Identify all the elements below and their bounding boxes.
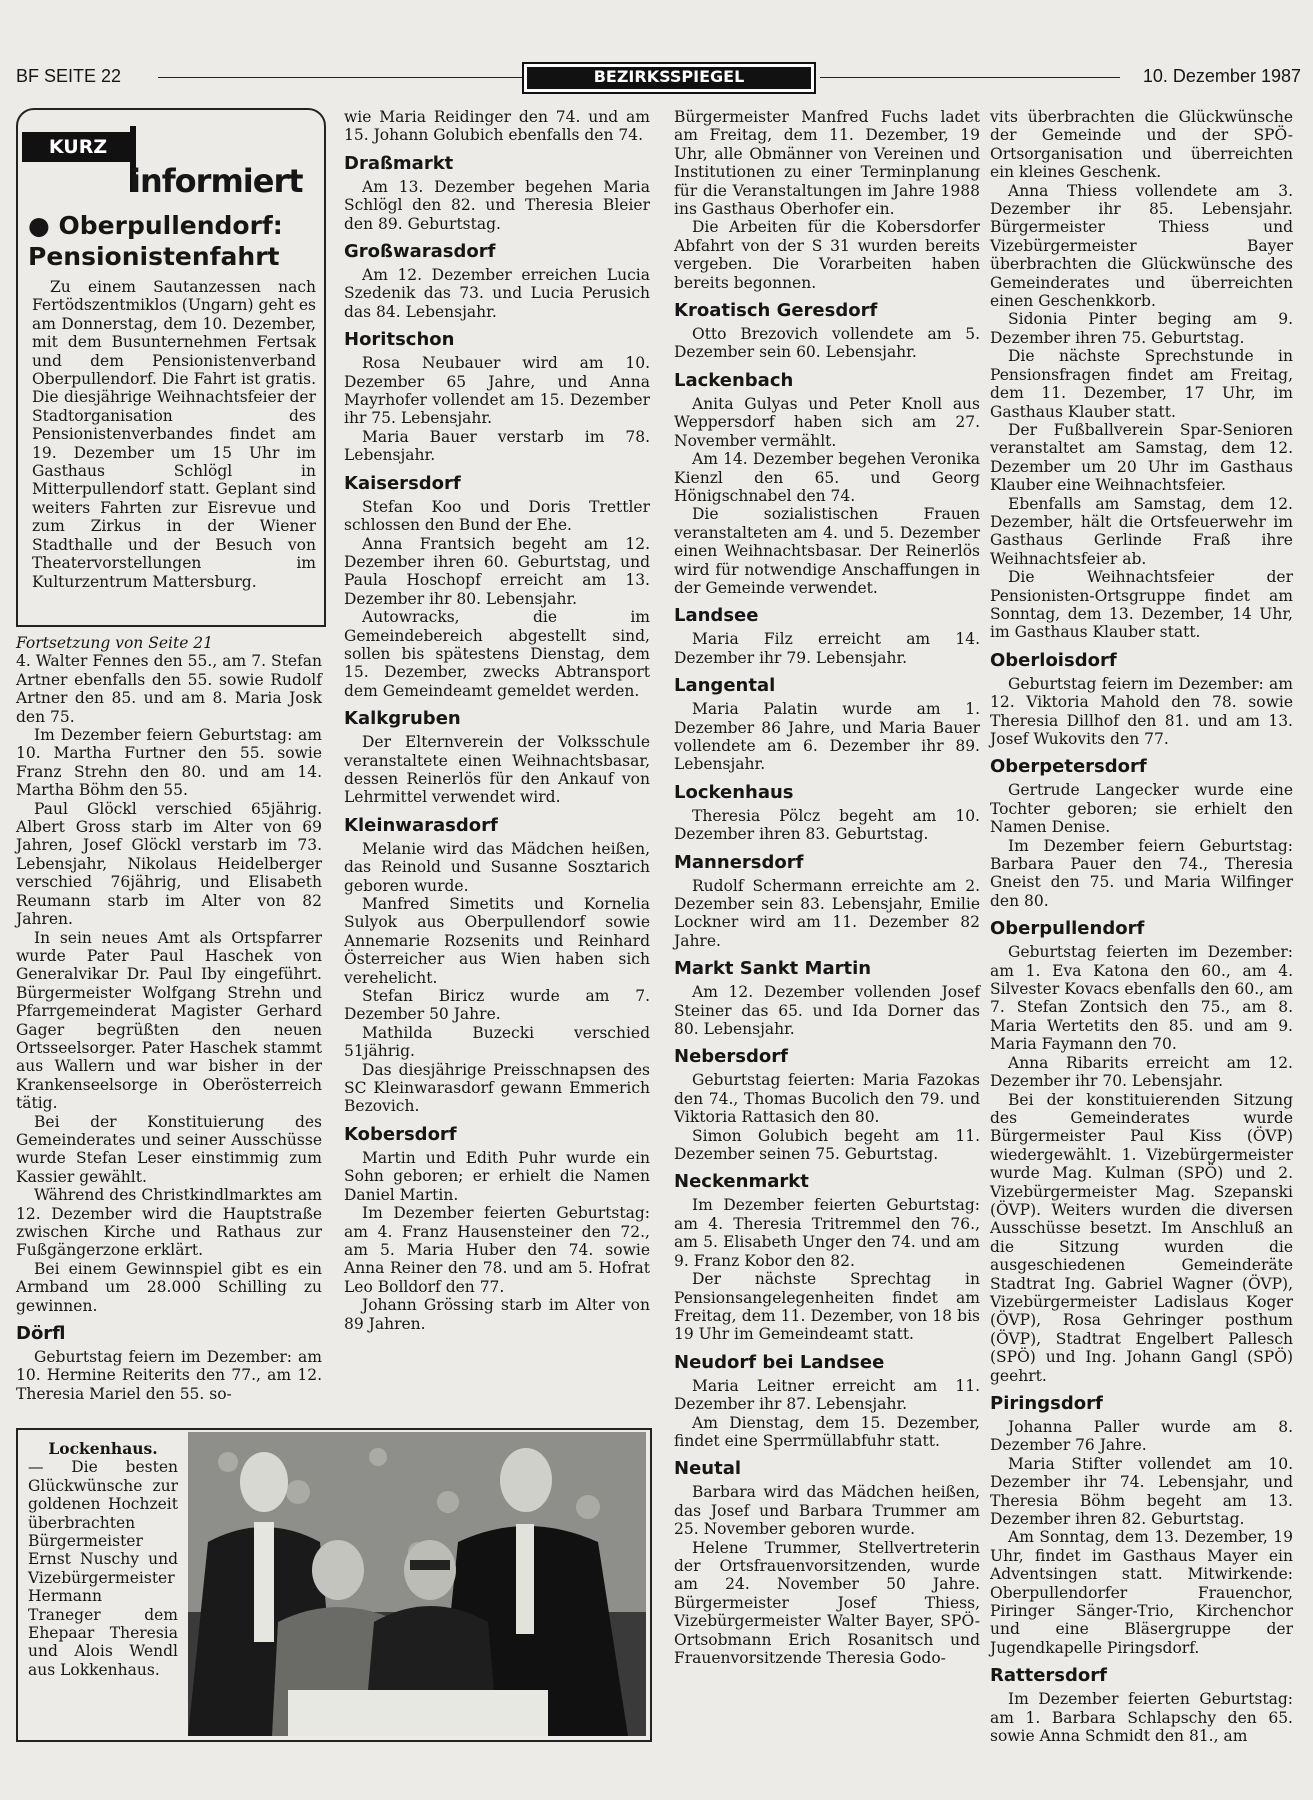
article-paragraph: Anna Ribarits erreicht am 12. Dezember ihr 70. Lebensjahr. <box>990 1053 1293 1091</box>
article-paragraph: Anna Frantsich begeht am 12. Dezember ihren 60. Geburtstag, und Paula Hoschopf erreicht am 13. Dezember ihr 80. Lebensjahr. <box>344 534 650 608</box>
article-paragraph: Ebenfalls am Samstag, dem 12. Dezember, hält die Ortsfeuerwehr im Gasthaus Gerlinde Fraß ihre Weihnachtsfeier ab. <box>990 494 1293 568</box>
article-paragraph: Während des Christkindlmarktes am 12. Dezember wird die Hauptstraße zwischen Kirche und Rathaus zur Fußgängerzone erklärt. <box>16 1186 322 1260</box>
article-paragraph: Am 12. Dezember erreichen Lucia Szedenik das 73. und Lucia Perusich das 84. Lebensjahr. <box>344 266 650 321</box>
kurz-logo-word: informiert <box>130 162 303 200</box>
article-paragraph: Geburtstag feiern im Dezember: am 12. Viktoria Mahold den 78. sowie Theresia Dillhof den 81. und am 13. Josef Wukovits den 77. <box>990 674 1293 748</box>
photo-image <box>188 1432 646 1736</box>
article-paragraph: Anna Thiess vollendete am 3. Dezember ihr 85. Lebensjahr. Bürgermeister Thiess und Vizebürgermeister Bayer überbrachten die Glückwünsche des Gemeinderates und überreichten einen Geschenkkorb. <box>990 181 1293 311</box>
article-paragraph: Mathilda Buzecki verschied 51jährig. <box>344 1023 650 1061</box>
section-heading: Markt Sankt Martin <box>674 958 872 980</box>
article-paragraph: vits überbrachten die Glückwünsche der Gemeinde und der SPÖ-Ortsorganisation und überreichten ein kleines Geschenk. <box>990 108 1293 182</box>
header-rule-left <box>158 77 538 78</box>
article-paragraph: Im Dezember feiern Geburtstag: am 10. Martha Furtner den 55. sowie Franz Strehn den 80. und am 14. Martha Böhm den 55. <box>16 726 322 800</box>
section-heading: Oberloisdorf <box>990 649 1117 671</box>
article-paragraph: Maria Palatin wurde am 1. Dezember 86 Jahre, und Maria Bauer vollendete am 6. Dezember ihr 89. Lebensjahr. <box>674 700 980 774</box>
continuation-note: Fortsetzung von Seite 21 <box>16 634 214 652</box>
article-paragraph: Bei der konstituierenden Sitzung des Gemeinderates wurde Bürgermeister Paul Kiss (ÖVP) wiedergewählt. 1. Vizebürgermeister wurde Mag. Kulman (SPÖ) und 2. Vizebürgermeister Mag. Szepanski (ÖVP). Weiters wurden die diversen Ausschüsse besetzt. Im Anschluß an die Sitzung wurden die ausgeschiedenen Gemeinderäte Stadtrat Ing. Gabriel Wagner (ÖVP), Vizebürgermeister Ladislaus Koger (ÖVP), Rosa Gehringer posthum (ÖVP), Stadtrat Engelbert Pallesch (SPÖ) und Ing. Johann Gangl (SPÖ) geehrt. <box>990 1090 1293 1385</box>
section-heading: Dörfl <box>16 1323 66 1345</box>
section-heading: Großwarasdorf <box>344 241 496 263</box>
section-title-box <box>522 62 816 94</box>
section-heading: Horitschon <box>344 329 455 351</box>
article-paragraph: Im Dezember feiern Geburtstag: Barbara Pauer den 74., Theresia Gneist den 75. und Maria Wilfinger den 80. <box>990 836 1293 910</box>
kurz-informiert-box <box>16 108 326 627</box>
article-paragraph: Otto Brezovich vollendete am 5. Dezember sein 60. Lebensjahr. <box>674 325 980 362</box>
column-4 <box>990 108 1293 1746</box>
article-paragraph: Am Dienstag, dem 15. Dezember, findet eine Sperrmüllabfuhr statt. <box>674 1413 980 1450</box>
kurz-body: Zu einem Sautanzessen nach Fertödszentmiklos (Ungarn) geht es am Donnerstag, dem 10. Dezember, mit dem Busunternehmen Fertsak und dem Pensionistenverband Oberpullendorf. Die Fahrt ist gratis. Die diesjährige Weihnachtsfeier der Stadtorganisation des Pensionistenverbandes findet am 19. Dezember um 15 Uhr im Gasthaus Schlögl in Mitterpullendorf statt. Geplant sind weiters Fahrten zur Eisrevue und zum Zirkus in der Wiener Stadthalle und der Besuch von Theatervorstellungen im Kulturzentrum Mattersburg. <box>32 278 316 591</box>
article-paragraph: Am 14. Dezember begehen Veronika Kienzl den 65. und Georg Hönigschnabel den 74. <box>674 450 980 505</box>
article-paragraph: Melanie wird das Mädchen heißen, das Reinold und Susanne Sosztarich geboren wurde. <box>344 839 650 895</box>
column-3 <box>674 108 980 1667</box>
section-heading: Lackenbach <box>674 369 794 391</box>
section-heading: Draßmarkt <box>344 152 454 174</box>
article-paragraph: wie Maria Reidinger den 74. und am 15. Johann Golubich ebenfalls den 74. <box>344 108 650 145</box>
kurz-headline: ● Oberpullendorf: Pensionistenfahrt <box>28 211 283 271</box>
article-paragraph: Maria Leitner erreicht am 11. Dezember ihr 87. Lebensjahr. <box>674 1376 980 1414</box>
section-heading: Neutal <box>674 1458 742 1480</box>
column-1 <box>16 634 322 1403</box>
article-paragraph: Maria Bauer verstarb im 78. Lebensjahr. <box>344 427 650 465</box>
article-paragraph: Rosa Neubauer wird am 10. Dezember 65 Jahre, und Anna Mayrhofer vollendet am 15. Dezember ihr 75. Lebensjahr. <box>344 354 650 428</box>
article-paragraph: Helene Trummer, Stellvertreterin der Ortsfrauenvorsitzenden, wurde am 24. November 50 Jahre. Bürgermeister Josef Thiess, Vizebürgermeister Walter Bayer, SPÖ-Ortsobmann Erich Rosanitsch und Frauenvorsitzende Theresia Godo- <box>674 1538 980 1667</box>
section-heading: Nebersdorf <box>674 1046 788 1068</box>
article-paragraph: Das diesjährige Preisschnapsen des SC Kleinwarasdorf gewann Emmerich Bezovich. <box>344 1060 650 1116</box>
article-paragraph: Im Dezember feierten Geburtstag: am 4. Theresia Tritremmel den 76., am 5. Elisabeth Unger den 74. und am 9. Franz Kobor den 82. <box>674 1196 980 1270</box>
article-paragraph: Johanna Paller wurde am 8. Dezember 76 Jahre. <box>990 1418 1293 1455</box>
section-heading: Neckenmarkt <box>674 1171 809 1193</box>
section-heading: Kleinwarasdorf <box>344 814 498 836</box>
article-paragraph: Maria Filz erreicht am 14. Dezember ihr 79. Lebensjahr. <box>674 630 980 667</box>
article-paragraph: Manfred Simetits und Kornelia Sulyok aus Oberpullendorf sowie Annemarie Rozsenits und Reinhard Österreicher aus Wien haben sich verehelicht. <box>344 895 650 987</box>
section-heading: Oberpullendorf <box>990 918 1145 940</box>
article-paragraph: Stefan Biricz wurde am 7. Dezember 50 Jahre. <box>344 987 650 1024</box>
section-heading: Neudorf bei Landsee <box>674 1351 885 1373</box>
section-heading: Rattersdorf <box>990 1665 1107 1687</box>
article-paragraph: Bei einem Gewinnspiel gibt es ein Armband um 28.000 Schilling zu gewinnen. <box>16 1259 322 1315</box>
article-paragraph: Die Weihnachtsfeier der Pensionisten-Ortsgruppe findet am Sonntag, dem 13. Dezember, 14 Uhr, im Gasthaus Klauber statt. <box>990 568 1293 642</box>
article-paragraph: Autowracks, die im Gemeindebereich abgestellt sind, sollen bis spätestens Dienstag, dem 15. Dezember, zwecks Abtransport dem Gemeindeamt gemeldet werden. <box>344 608 650 700</box>
article-paragraph: Der Elternverein der Volksschule veranstaltete einen Weihnachtsbasar, dessen Reinerlös für den Ankauf von Lehrmittel verwendet wird. <box>344 733 650 807</box>
article-paragraph: Martin und Edith Puhr wurde ein Sohn geboren; er erhielt die Namen Daniel Martin. <box>344 1148 650 1204</box>
article-paragraph: Gertrude Langecker wurde eine Tochter geboren; sie erhielt den Namen Denise. <box>990 781 1293 837</box>
section-heading: Kobersdorf <box>344 1123 457 1145</box>
photo <box>188 1432 646 1736</box>
article-paragraph: Stefan Koo und Doris Trettler schlossen den Bund der Ehe. <box>344 497 650 535</box>
article-paragraph: Paul Glöckl verschied 65jährig. Albert Gross starb im Alter von 69 Jahren, Josef Glöckl verstarb im 73. Lebensjahr, Nikolaus Heidelberger verschied 76jährig, und Elisabeth Reumann starb im Alter von 82 Jahren. <box>16 799 322 929</box>
article-paragraph: Maria Stifter vollendet am 10. Dezember ihr 74. Lebensjahr, und Theresia Böhm begeht am 13. Dezember ihren 82. Geburtstag. <box>990 1454 1293 1529</box>
photo-box <box>16 1428 652 1742</box>
article-paragraph: Geburtstag feierten im Dezember: am 1. Eva Katona den 60., am 4. Silvester Kovacs ebenfalls den 60., am 7. Stefan Zontsich den 75., am 8. Maria Wertetits den 85. und am 9. Maria Faymann den 70. <box>990 943 1293 1054</box>
article-paragraph: Sidonia Pinter beging am 9. Dezember ihren 75. Geburtstag. <box>990 310 1293 347</box>
section-heading: Kalkgruben <box>344 708 461 730</box>
article-paragraph: Am Sonntag, dem 13. Dezember, 19 Uhr, findet im Gasthaus Mayer ein Adventsingen statt. Mitwirkende: Oberpullendorfer Frauenchor, Piringer Sänger-Trio, Kirchenchor und eine Bläsergruppe der Jugendkapelle Piringsdorf. <box>990 1528 1293 1657</box>
page-header <box>16 62 1301 92</box>
header-rule-right <box>820 77 1120 78</box>
article-paragraph: Die nächste Sprechstunde in Pensionsfragen findet am Freitag, dem 11. Dezember, 17 Uhr, im Gasthaus Klauber statt. <box>990 347 1293 421</box>
article-paragraph: Die sozialistischen Frauen veranstalteten am 4. und 5. Dezember einen Weihnachtsbasar. Der Reinerlös wird für notwendige Anschaffungen in der Gemeinde verwendet. <box>674 505 980 597</box>
section-heading: Piringsdorf <box>990 1393 1103 1414</box>
article-paragraph: Geburtstag feiern im Dezember: am 10. Hermine Reiterits den 77., am 12. Theresia Mariel den 55. so- <box>16 1348 322 1403</box>
article-paragraph: Am 12. Dezember vollenden Josef Steiner das 65. und Ida Dorner das 80. Lebensjahr. <box>674 983 980 1039</box>
section-heading: Langental <box>674 675 776 697</box>
article-paragraph: 4. Walter Fennes den 55., am 7. Stefan Artner ebenfalls den 55. sowie Rudolf Artner den 85. und am 8. Maria Josk den 75. <box>16 652 322 726</box>
article-paragraph: Barbara wird das Mädchen heißen, das Josef und Barbara Trummer am 25. November geboren wurde. <box>674 1483 980 1539</box>
section-heading: Mannersdorf <box>674 851 804 873</box>
article-paragraph: Der Fußballverein Spar-Senioren veranstaltet am Samstag, dem 12. Dezember um 20 Uhr im Gasthaus Klauber eine Weihnachtsfeier. <box>990 420 1293 495</box>
article-paragraph: Am 13. Dezember begehen Maria Schlögl den 82. und Theresia Bleier den 89. Geburtstag. <box>344 177 650 233</box>
article-paragraph: Simon Golubich begeht am 11. Dezember seinen 75. Geburtstag. <box>674 1126 980 1164</box>
article-paragraph: Im Dezember feierten Geburtstag: am 1. Barbara Schlapschy den 65. sowie Anna Schmidt den 81., am <box>990 1690 1293 1746</box>
article-paragraph: Rudolf Schermann erreichte am 2. Dezember sein 83. Lebensjahr, Emilie Lockner wird am 11. Dezember 82 Jahre. <box>674 876 980 950</box>
section-heading: Landsee <box>674 605 759 627</box>
article-paragraph: Theresia Pölcz begeht am 10. Dezember ihren 83. Geburtstag. <box>674 806 980 844</box>
article-paragraph: Anita Gulyas und Peter Knoll aus Weppersdorf haben sich am 27. November vermählt. <box>674 394 980 450</box>
section-heading: Oberpetersdorf <box>990 756 1147 778</box>
section-heading: Lockenhaus <box>674 781 794 803</box>
kurz-logo-tab: KURZ <box>22 132 134 162</box>
article-paragraph: Bürgermeister Manfred Fuchs ladet am Freitag, dem 11. Dezember, 19 Uhr, alle Obmänner von Vereinen und Institutionen zu einer Terminplanung für die Veranstaltungen im Jahre 1988 ins Gasthaus Oberhofer ein. <box>674 108 980 219</box>
article-paragraph: Die Arbeiten für die Kobersdorfer Abfahrt von der S 31 wurden bereits vergeben. Die Vorarbeiten haben bereits begonnen. <box>674 218 980 292</box>
caption-heading: Lockenhaus. <box>48 1439 158 1458</box>
page-number: BF SEITE 22 <box>16 66 122 86</box>
photo-caption <box>28 1440 178 1679</box>
article-paragraph: Johann Grössing starb im Alter von 89 Jahren. <box>344 1296 650 1333</box>
caption-text: — Die besten Glückwünsche zur goldenen Hochzeit überbrachten Bürgermeister Ernst Nuschy und Vizebürgermeister Hermann Traneger dem Ehepaar Theresia und Alois Wendl aus Lokkenhaus. <box>28 1458 178 1679</box>
article-paragraph: Im Dezember feierten Geburtstag: am 4. Franz Hausensteiner den 72., am 5. Maria Huber den 74. sowie Anna Reiner den 78. und am 5. Hofrat Leo Bolldorf den 77. <box>344 1204 650 1296</box>
issue-date: 10. Dezember 1987 <box>1142 66 1301 86</box>
section-heading: Kroatisch Geresdorf <box>674 300 878 322</box>
article-paragraph: Geburtstag feierten: Maria Fazokas den 74., Thomas Bucolich den 79. und Viktoria Rattasich den 80. <box>674 1071 980 1127</box>
article-paragraph: Bei der Konstituierung des Gemeinderates und seiner Ausschüsse wurde Stefan Leser einstimmig zum Kassier gewählt. <box>16 1112 322 1186</box>
article-paragraph: Der nächste Sprechtag in Pensionsangelegenheiten findet am Freitag, dem 11. Dezember, von 18 bis 19 Uhr im Gemeindeamt statt. <box>674 1270 980 1344</box>
article-paragraph: In sein neues Amt als Ortspfarrer wurde Pater Paul Haschek von Generalvikar Dr. Paul Iby eingeführt. Bürgermeister Wolfgang Strehn und Pfarrgemeinderat Magister Gerhard Gager begrüßten den neuen Ortsseelsorger. Pater Haschek stammt aus Wallern und war bisher in der Krankenseelsorge in Oberösterreich tätig. <box>16 928 322 1113</box>
column-2 <box>344 108 650 1333</box>
section-heading: Kaisersdorf <box>344 472 461 494</box>
section-title: BEZIRKSSPIEGEL <box>527 67 811 89</box>
